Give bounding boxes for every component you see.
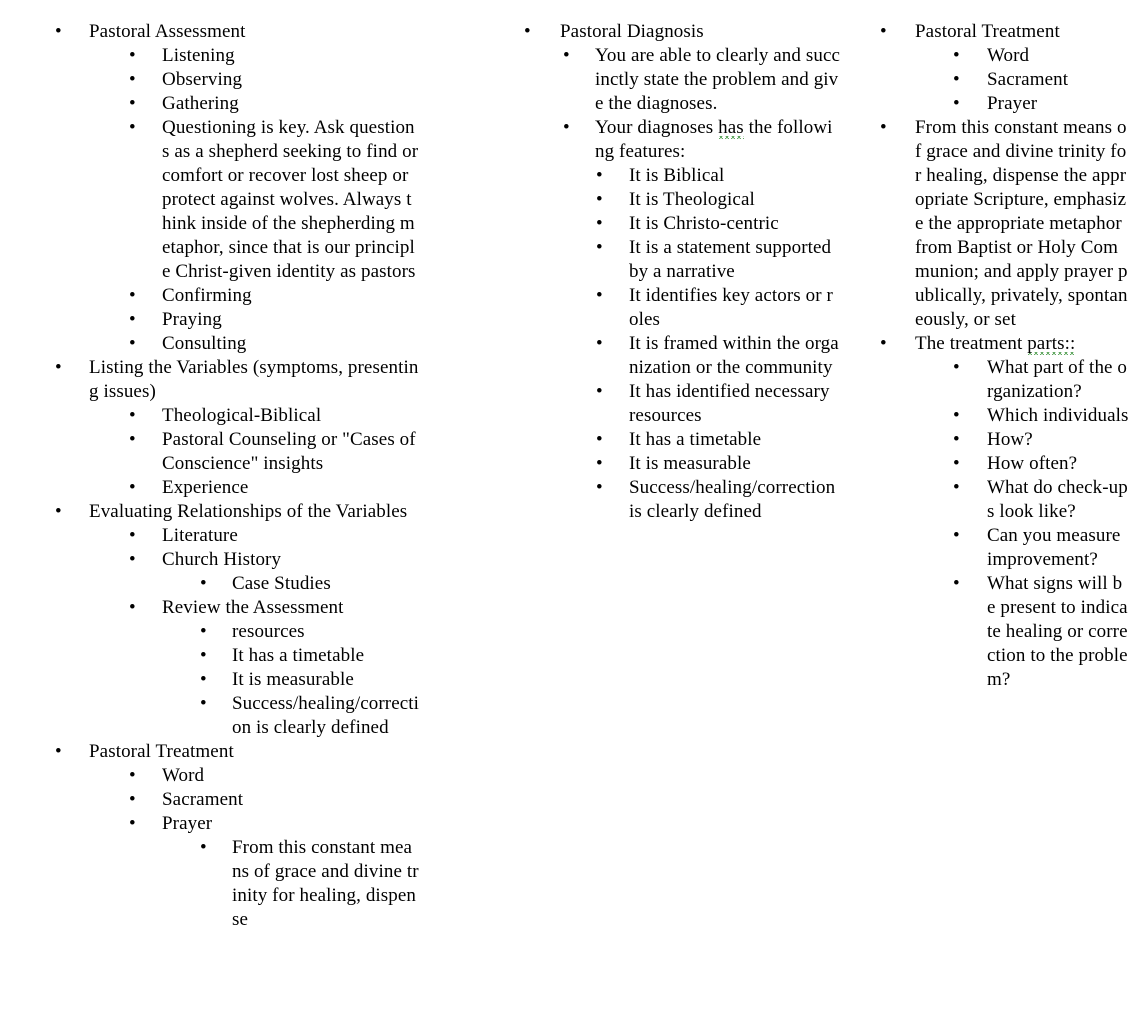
outline-item-text: Church History (162, 549, 282, 570)
outline-item (510, 116, 840, 164)
bullet-icon: • (953, 573, 960, 594)
bullet-icon: • (129, 333, 136, 354)
bullet-icon: • (953, 525, 960, 546)
outline-item-text: Observing (162, 69, 243, 90)
outline-item (510, 188, 840, 212)
bullet-icon: • (55, 357, 62, 378)
bullet-icon: • (596, 429, 603, 450)
outline-item (40, 92, 420, 116)
outline-item (865, 572, 1130, 692)
bullet-icon: • (200, 837, 207, 858)
outline-item-text: Success/healing/correction is clearly defined (629, 477, 836, 522)
outline-item (40, 572, 420, 596)
outline-item-text: Evaluating Relationships of the Variables (89, 501, 408, 522)
bullet-icon: • (200, 621, 207, 642)
outline-item (865, 332, 1130, 356)
outline-item (40, 812, 420, 836)
outline-column-1 (40, 20, 420, 932)
bullet-icon: • (129, 525, 136, 546)
bullet-icon: • (596, 165, 603, 186)
bullet-icon: • (953, 453, 960, 474)
outline-item (40, 644, 420, 668)
outline-item-text: Success/healing/correction is clearly defined (232, 693, 420, 738)
outline-item-text: It is Christo-centric (629, 213, 779, 234)
outline-item (40, 44, 420, 68)
bullet-icon: • (129, 813, 136, 834)
outline-item-text: Which individuals (987, 405, 1129, 426)
bullet-icon: • (953, 429, 960, 450)
outline-item (40, 332, 420, 356)
outline-item (865, 116, 1130, 332)
bullet-icon: • (596, 453, 603, 474)
outline-item (40, 836, 420, 932)
outline-item-text: Review the Assessment (162, 597, 344, 618)
outline-item-text: From this constant means of grace and divine trinity for healing, dispense (232, 837, 419, 930)
outline-item (865, 452, 1130, 476)
outline-item (40, 548, 420, 572)
bullet-icon: • (129, 597, 136, 618)
outline-item-text: Can you measure improvement? (987, 525, 1121, 570)
bullet-icon: • (129, 309, 136, 330)
bullet-icon: • (596, 213, 603, 234)
bullet-icon: • (880, 117, 887, 138)
bullet-icon: • (953, 405, 960, 426)
bullet-icon: • (129, 285, 136, 306)
bullet-icon: • (129, 549, 136, 570)
outline-item (510, 20, 840, 44)
outline-item (865, 404, 1130, 428)
outline-item (40, 740, 420, 764)
outline-item-text: It is Theological (629, 189, 755, 210)
outline-item (40, 476, 420, 500)
outline-item (510, 428, 840, 452)
outline-item (40, 620, 420, 644)
outline-item-text: Listing the Variables (symptoms, presenting issues) (89, 357, 419, 402)
outline-item-text: It is measurable (629, 453, 751, 474)
outline-item (40, 284, 420, 308)
outline-item (40, 356, 420, 404)
outline-item (40, 116, 420, 284)
outline-item (510, 332, 840, 380)
bullet-icon: • (55, 501, 62, 522)
outline-item (865, 92, 1130, 116)
outline-item-text: What signs will be present to indicate healing or correction to the problem? (987, 573, 1128, 690)
outline-item (510, 212, 840, 236)
outline-item (40, 596, 420, 620)
outline-item-text: How? (987, 429, 1033, 450)
bullet-icon: • (596, 237, 603, 258)
outline-item (865, 20, 1130, 44)
outline-item (865, 356, 1130, 404)
outline-item-text: Word (987, 45, 1030, 66)
bullet-icon: • (129, 93, 136, 114)
outline-item-text: Listening (162, 45, 235, 66)
outline-item-text: How often? (987, 453, 1078, 474)
outline-item (865, 524, 1130, 572)
outline-item-text: Your diagnoses has the following features: (595, 117, 833, 162)
outline-item (40, 764, 420, 788)
outline-item-text: Pastoral Diagnosis (560, 21, 704, 42)
outline-item-text: It is measurable (232, 669, 354, 690)
bullet-icon: • (596, 189, 603, 210)
grammar-error-underline: parts:: (1027, 333, 1076, 354)
outline-item-text: Sacrament (162, 789, 244, 810)
outline-item-text: It has a timetable (629, 429, 762, 450)
bullet-icon: • (563, 117, 570, 138)
outline-column-2 (510, 20, 840, 524)
bullet-icon: • (129, 477, 136, 498)
outline-item-text: Praying (162, 309, 222, 330)
outline-item (510, 452, 840, 476)
bullet-icon: • (200, 693, 207, 714)
bullet-icon: • (596, 285, 603, 306)
outline-item-text: Prayer (987, 93, 1038, 114)
outline-item (40, 692, 420, 740)
bullet-icon: • (596, 333, 603, 354)
outline-item-text: The treatment parts:: (915, 333, 1076, 354)
outline-item (510, 44, 840, 116)
bullet-icon: • (880, 333, 887, 354)
outline-column-3 (865, 20, 1130, 692)
outline-item (865, 476, 1130, 524)
outline-item-text: Pastoral Counseling or "Cases of Conscience" insights (162, 429, 416, 474)
outline-item (40, 668, 420, 692)
bullet-icon: • (129, 117, 136, 138)
outline-item (510, 476, 840, 524)
outline-item (865, 44, 1130, 68)
outline-item-text: It is Biblical (629, 165, 725, 186)
outline-item-text: It has a timetable (232, 645, 365, 666)
outline-item-text: Gathering (162, 93, 239, 114)
bullet-icon: • (200, 573, 207, 594)
outline-item-text: Questioning is key. Ask questions as a shepherd seeking to find or comfort or recover lost sheep or protect against wolves. Always think inside of the shepherding metaphor, since that is our principle Christ-given identity as pastors (162, 117, 419, 282)
outline-item-text: Prayer (162, 813, 213, 834)
bullet-icon: • (200, 669, 207, 690)
outline-item (510, 164, 840, 188)
outline-item-text: resources (232, 621, 305, 642)
bullet-icon: • (596, 477, 603, 498)
bullet-icon: • (563, 45, 570, 66)
outline-item (40, 308, 420, 332)
outline-item-text: It identifies key actors or roles (629, 285, 833, 330)
outline-item (510, 236, 840, 284)
bullet-icon: • (953, 477, 960, 498)
outline-item-text: Theological-Biblical (162, 405, 322, 426)
outline-item-text: Pastoral Treatment (915, 21, 1060, 42)
outline-item (40, 404, 420, 428)
bullet-icon: • (129, 429, 136, 450)
outline-item-text: What part of the organization? (987, 357, 1128, 402)
outline-item (510, 284, 840, 332)
outline-item-text: Confirming (162, 285, 252, 306)
bullet-icon: • (129, 405, 136, 426)
outline-item (40, 20, 420, 44)
outline-item (510, 380, 840, 428)
bullet-icon: • (953, 93, 960, 114)
bullet-icon: • (129, 789, 136, 810)
outline-item-text: Experience (162, 477, 249, 498)
outline-item (40, 524, 420, 548)
outline-item-text: Consulting (162, 333, 247, 354)
outline-item-text: Case Studies (232, 573, 331, 594)
bullet-icon: • (55, 21, 62, 42)
outline-item-text: Pastoral Assessment (89, 21, 246, 42)
bullet-icon: • (953, 45, 960, 66)
outline-item (40, 68, 420, 92)
outline-item-text: It is a statement supported by a narrative (629, 237, 832, 282)
outline-item-text: What do check-ups look like? (987, 477, 1128, 522)
outline-item-text: It has identified necessary resources (629, 381, 830, 426)
outline-item (865, 428, 1130, 452)
outline-item-text: It is framed within the organization or the community (629, 333, 839, 378)
bullet-icon: • (880, 21, 887, 42)
bullet-icon: • (953, 357, 960, 378)
bullet-icon: • (55, 741, 62, 762)
bullet-icon: • (129, 69, 136, 90)
outline-item (40, 428, 420, 476)
outline-item (865, 68, 1130, 92)
outline-item-text: Word (162, 765, 205, 786)
bullet-icon: • (596, 381, 603, 402)
outline-item-text: Sacrament (987, 69, 1069, 90)
bullet-icon: • (129, 45, 136, 66)
outline-item-text: Literature (162, 525, 238, 546)
bullet-icon: • (953, 69, 960, 90)
bullet-icon: • (200, 645, 207, 666)
outline-item (40, 788, 420, 812)
grammar-error-underline: has (718, 117, 744, 138)
outline-item-text: Pastoral Treatment (89, 741, 234, 762)
bullet-icon: • (524, 21, 531, 42)
outline-item-text: You are able to clearly and succinctly state the problem and give the diagnoses. (595, 45, 841, 114)
bullet-icon: • (129, 765, 136, 786)
outline-item-text: From this constant means of grace and divine trinity for healing, dispense the appropriate Scripture, emphasize the appropriate metaphor from Baptist or Holy Communion; and apply prayer publically, privately, spontaneously, or set (915, 117, 1128, 330)
outline-item (40, 500, 420, 524)
